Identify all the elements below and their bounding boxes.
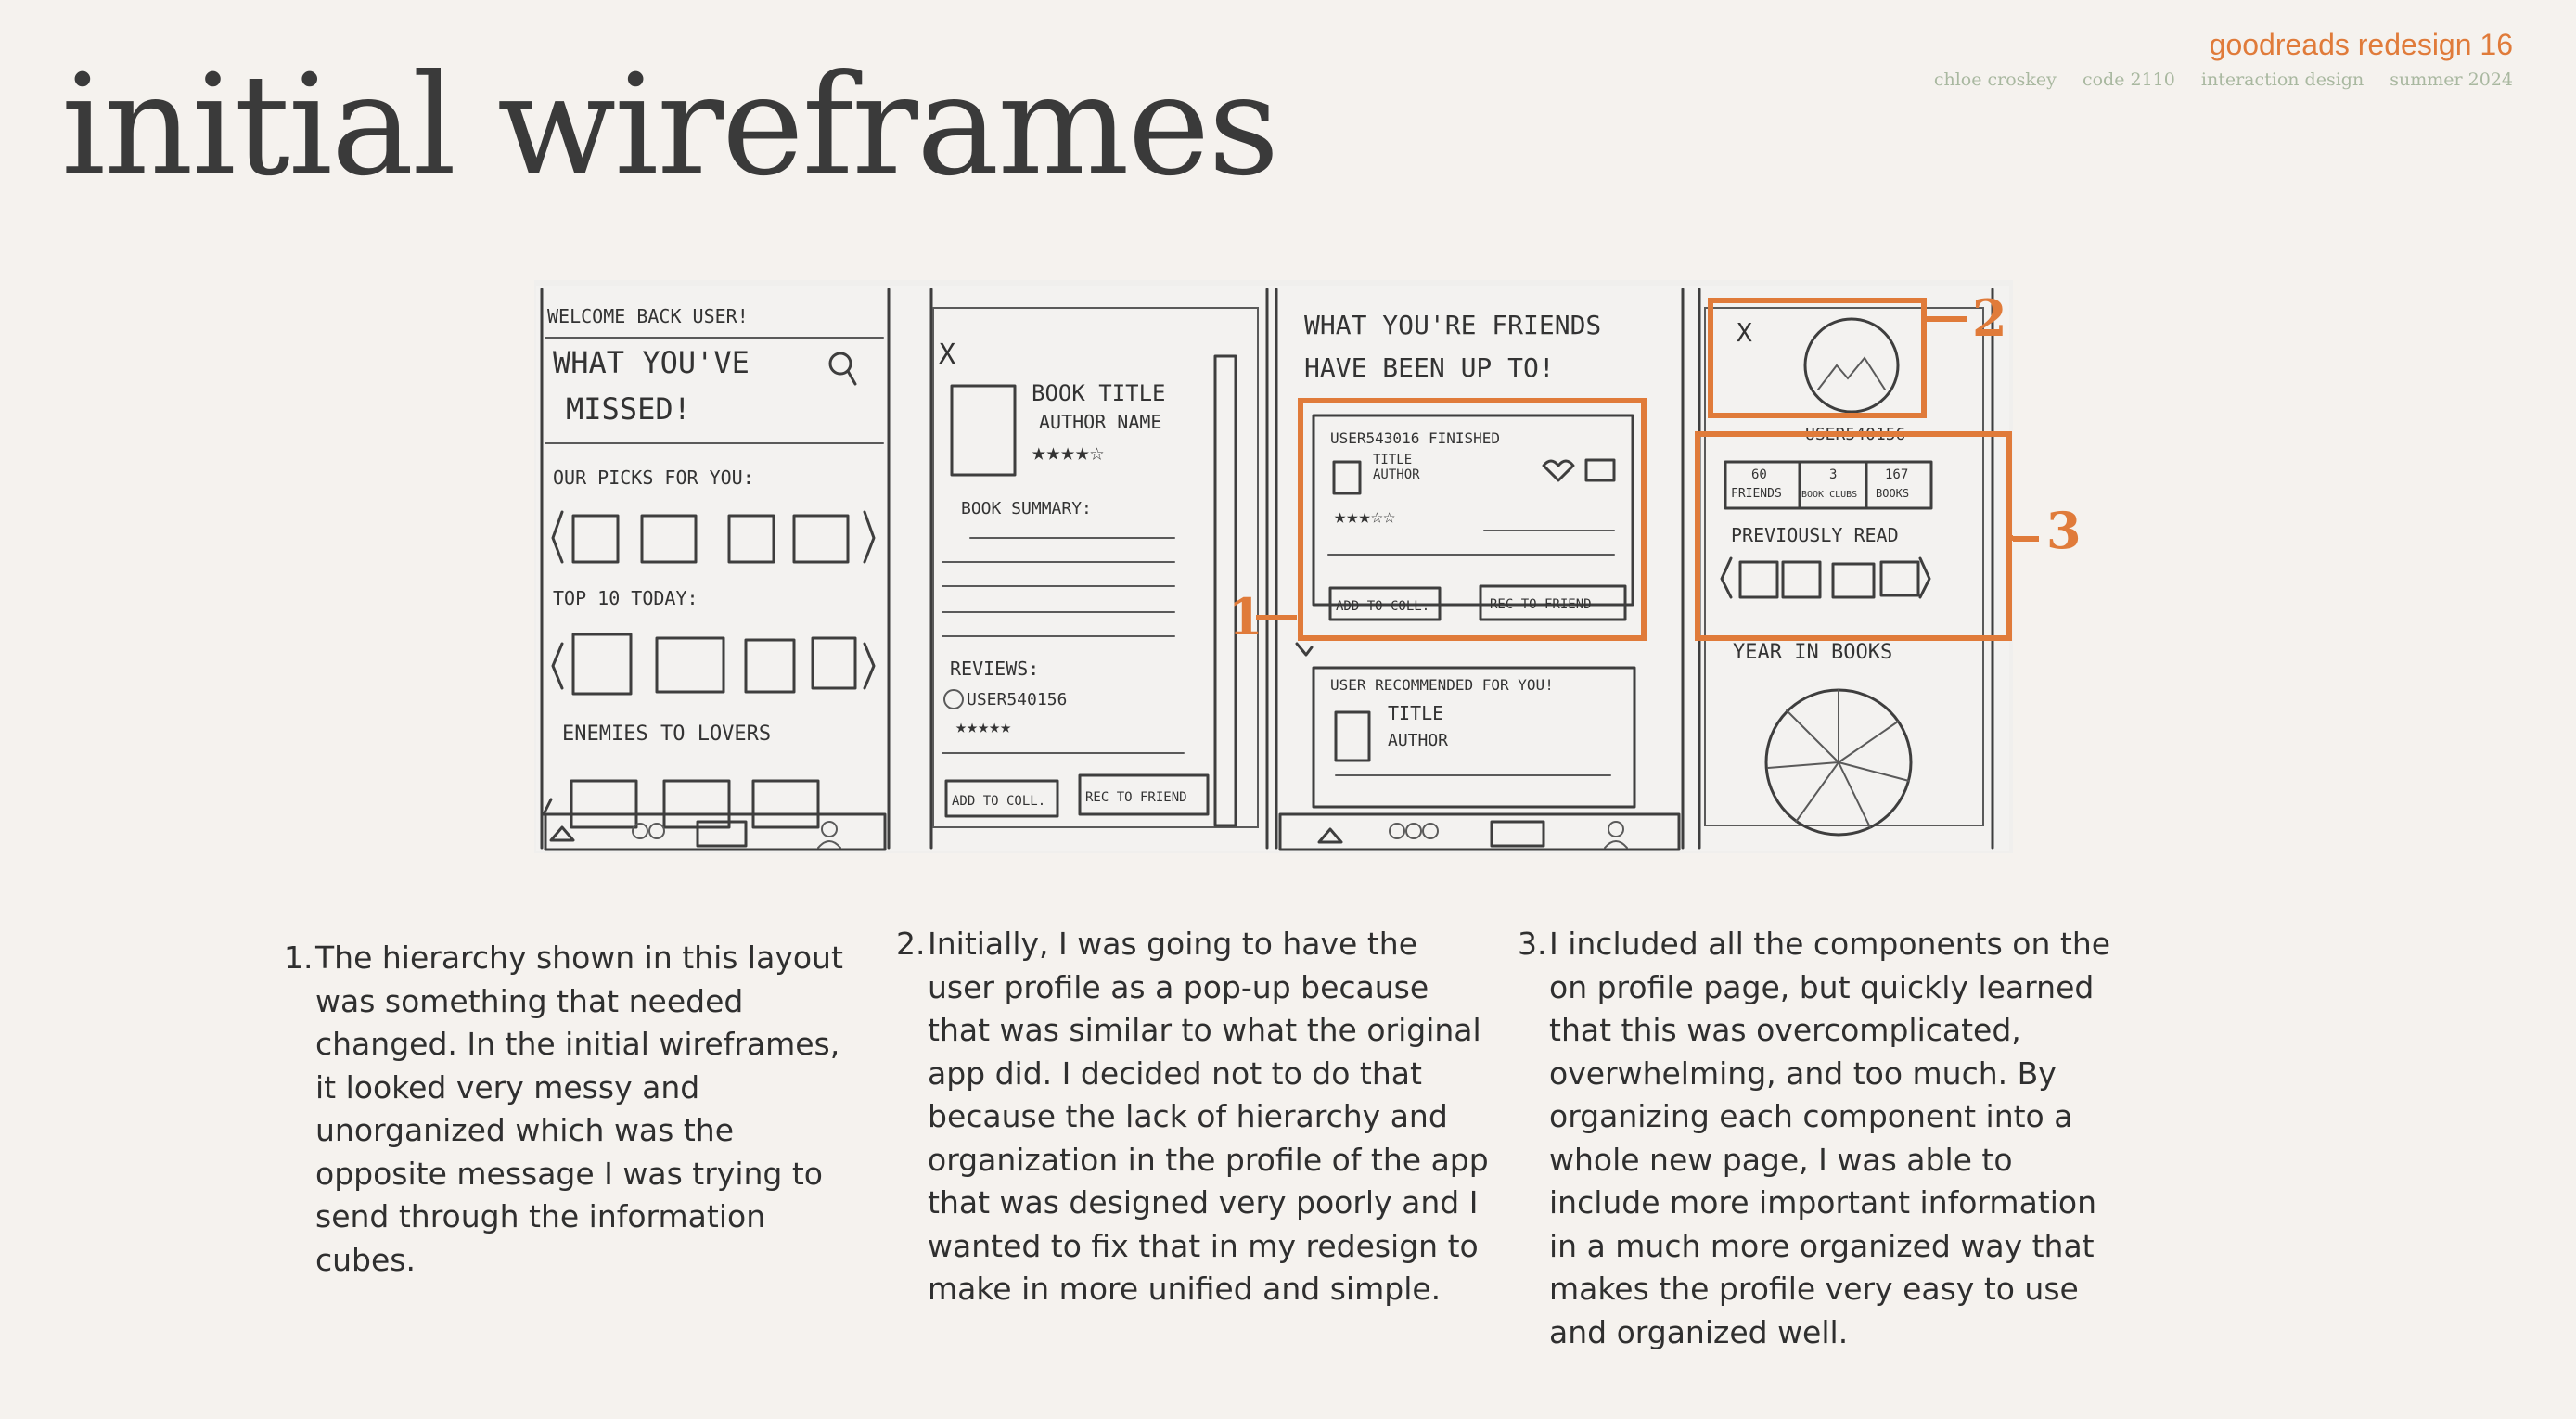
note-2-number: 2. [896,926,926,962]
sketch-stars: ★★★★☆ [1032,439,1105,467]
author-name: chloe croskey [1933,70,2057,90]
page-title: initial wireframes [61,45,1278,207]
sketch-stat-clubs-label: BOOK CLUBS [1801,490,1858,500]
sketch-card-book: TITLE [1373,453,1413,467]
note-2-text: Initially, I was going to have the user profile as a pop-up because that was similar to what the original app did. I decided not to do that because the lack of hierarchy and organization in the profile of the app that was designed very poorly and I wanted to fix that in my redesign to make in more unified and simple. [928,926,1489,1307]
sketch-profile-username: USER540156 [1805,425,1906,444]
sketch-stat-books-value: 167 [1885,467,1909,482]
sketch-feed-heading-line1: WHAT YOU'RE FRIENDS [1304,310,1602,340]
sketch-heading-line2: MISSED! [566,391,691,427]
sketch-reviews-label: REVIEWS: [950,658,1040,680]
sketch-stat-books-label: BOOKS [1876,487,1910,500]
slide-header-meta [1914,28,2513,90]
sketch-previously-read: PREVIOUSLY READ [1731,524,1899,546]
sketch-welcome-text: WELCOME BACK USER! [547,305,749,327]
sketch-add-collection-button: ADD TO COLL. [952,794,1046,809]
sketch-card-title: USER543016 FINISHED [1330,429,1501,447]
sketch-stat-friends-label: FRIENDS [1731,487,1782,501]
callout-number-1: 1 [1228,587,1263,646]
sketch-year-in-books: YEAR IN BOOKS [1733,641,1893,664]
wireframe-sketch-image [534,280,2013,853]
callout-number-2: 2 [1972,288,2007,348]
callout-3-leader [2013,536,2039,542]
sketch-rec-friend-button: REC TO FRIEND [1085,790,1187,805]
note-2 [896,923,1490,1311]
sketch-feed-rec-button: REC TO FRIEND [1490,597,1592,612]
sketch-rec-title: USER RECOMMENDED FOR YOU! [1330,676,1554,694]
note-1-number: 1. [284,940,314,976]
sketch-stat-friends-value: 60 [1751,467,1767,482]
sketch-heading-line1: WHAT YOU'VE [553,345,750,380]
sketch-profile-close: X [1737,317,1752,348]
credits-line [1914,70,2513,90]
note-3 [1518,923,2111,1354]
note-1-text: The hierarchy shown in this layout was something that needed changed. In the initial wireframes, it looked very messy and unorganized which was the opposite message I was trying to send through the information cubes. [315,940,843,1278]
sketch-card-author: AUTHOR [1373,467,1420,482]
note-1 [284,937,859,1282]
sketch-book-title: BOOK TITLE [1032,380,1166,406]
sketch-author-name: AUTHOR NAME [1039,411,1162,433]
sketch-rec-author: AUTHOR [1388,731,1449,750]
sketch-section-picks: OUR PICKS FOR YOU: [553,467,754,489]
sketch-stat-clubs-value: 3 [1829,467,1838,482]
course-name: interaction design [2200,70,2365,90]
project-name: goodreads redesign 16 [2209,28,2513,61]
sketch-section-genre: ENEMIES TO LOVERS [562,722,772,746]
sketch-feed-add-button: ADD TO COLL. [1336,599,1430,614]
sketch-card-stars: ★★★☆☆ [1334,505,1396,529]
callout-number-3: 3 [2046,501,2082,560]
sketch-reviewer-name: USER540156 [967,690,1068,710]
course-code: code 2110 [2082,70,2175,90]
note-3-number: 3. [1518,926,1547,962]
sketch-section-top10: TOP 10 TODAY: [553,587,698,609]
sketch-summary-label: BOOK SUMMARY: [961,499,1092,518]
sketch-close-x: X [939,339,956,371]
sketch-review-stars: ★★★★★ [955,715,1012,737]
sketch-rec-book: TITLE [1388,702,1444,724]
sketch-feed-heading-line2: HAVE BEEN UP TO! [1304,352,1555,383]
term: summer 2024 [2390,70,2513,90]
note-3-text: I included all the components on the on profile page, but quickly learned that this was overcomplicated, overwhelming, and too much. By organizing each component into a whole new page, I was able to include more important information in a much more organized way that makes the profile very easy to use and organized well. [1549,926,2111,1350]
